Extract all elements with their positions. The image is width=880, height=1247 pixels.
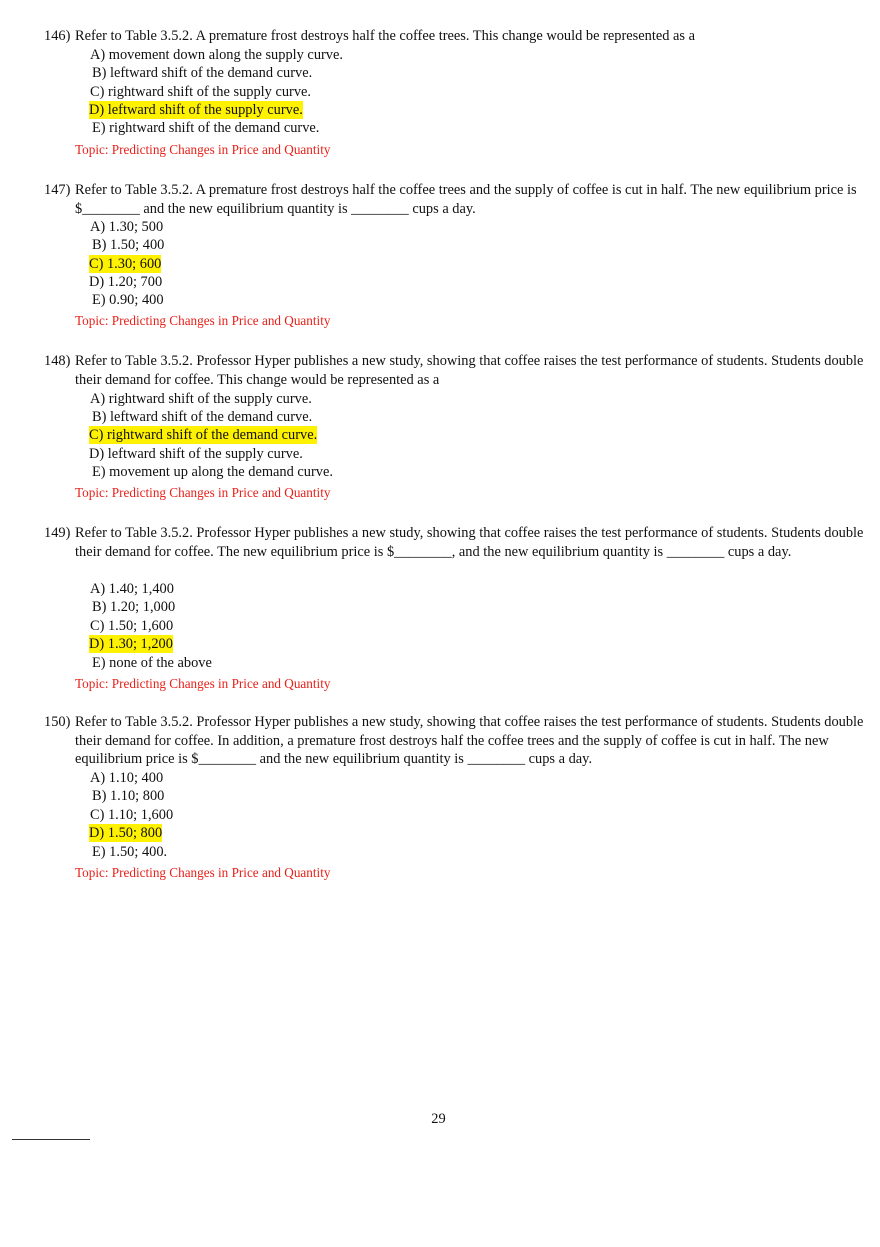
choice-e: E) none of the above	[92, 655, 212, 671]
choice-a: A) 1.40; 1,400	[90, 581, 174, 597]
question-stem: Refer to Table 3.5.2. A premature frost destroys half the coffee trees and the supply of coffee is cut in half. The new equilibrium price is $________ and the new equilibrium quantity is ________ cups a day.	[75, 182, 857, 217]
choice-c: C) 1.50; 1,600	[90, 618, 174, 634]
question-stem: Refer to Table 3.5.2. Professor Hyper publishes a new study, showing that coffee raises the test performance of students. Students double their demand for coffee. The new equilibrium price is $________, and the new equilibrium quantity is ________ cups a day.	[75, 525, 864, 560]
choice-c-correct-answer: C) 1.30; 600	[89, 256, 162, 272]
choice-d-correct-answer: D) leftward shift of the supply curve.	[89, 102, 303, 118]
topic-label: Topic: Predicting Changes in Price and Quantity	[75, 865, 331, 880]
question-number: 146)	[44, 28, 71, 44]
page-number: 29	[431, 1111, 446, 1127]
footnote-divider	[12, 1139, 90, 1140]
choice-e: E) rightward shift of the demand curve.	[92, 120, 320, 136]
choice-b: B) 1.50; 400	[92, 237, 165, 253]
question-number: 149)	[44, 525, 71, 541]
question-number: 150)	[44, 714, 71, 730]
choice-c-correct-answer: C) rightward shift of the demand curve.	[89, 427, 318, 443]
choice-e: E) movement up along the demand curve.	[92, 464, 333, 480]
choice-d: D) leftward shift of the supply curve.	[89, 446, 303, 462]
topic-label: Topic: Predicting Changes in Price and Quantity	[75, 313, 331, 328]
choice-d-correct-answer: D) 1.50; 800	[89, 825, 163, 841]
topic-label: Topic: Predicting Changes in Price and Quantity	[75, 676, 331, 691]
question-number: 148)	[44, 353, 71, 369]
choice-e: E) 1.50; 400.	[92, 844, 168, 860]
topic-label: Topic: Predicting Changes in Price and Quantity	[75, 485, 331, 500]
choice-b: B) leftward shift of the demand curve.	[92, 409, 313, 425]
choice-b: B) 1.20; 1,000	[92, 599, 176, 615]
question-stem: Refer to Table 3.5.2. A premature frost destroys half the coffee trees. This change would be represented as a	[75, 28, 695, 44]
choice-e: E) 0.90; 400	[92, 292, 164, 308]
choice-b: B) 1.10; 800	[92, 788, 165, 804]
question-stem: Refer to Table 3.5.2. Professor Hyper publishes a new study, showing that coffee raises the test performance of students. Students double their demand for coffee. In addition, a premature frost destroys half the coffee trees and the supply of coffee is cut in half. The new equilibrium price is $________ and the new equilibrium quantity is ________ cups a day.	[75, 714, 864, 768]
choice-c: C) rightward shift of the supply curve.	[90, 84, 312, 100]
choice-d-correct-answer: D) 1.30; 1,200	[89, 636, 173, 652]
choice-a: A) movement down along the supply curve.	[90, 47, 343, 63]
choice-a: A) rightward shift of the supply curve.	[90, 391, 312, 407]
choice-b: B) leftward shift of the demand curve.	[92, 65, 313, 81]
topic-label: Topic: Predicting Changes in Price and Quantity	[75, 142, 331, 157]
question-number: 147)	[44, 182, 71, 198]
choice-d: D) 1.20; 700	[89, 274, 163, 290]
choice-a: A) 1.10; 400	[90, 770, 164, 786]
choice-a: A) 1.30; 500	[90, 219, 164, 235]
choice-c: C) 1.10; 1,600	[90, 807, 174, 823]
question-stem: Refer to Table 3.5.2. Professor Hyper publishes a new study, showing that coffee raises the test performance of students. Students double their demand for coffee. This change would be represented as a	[75, 353, 864, 388]
